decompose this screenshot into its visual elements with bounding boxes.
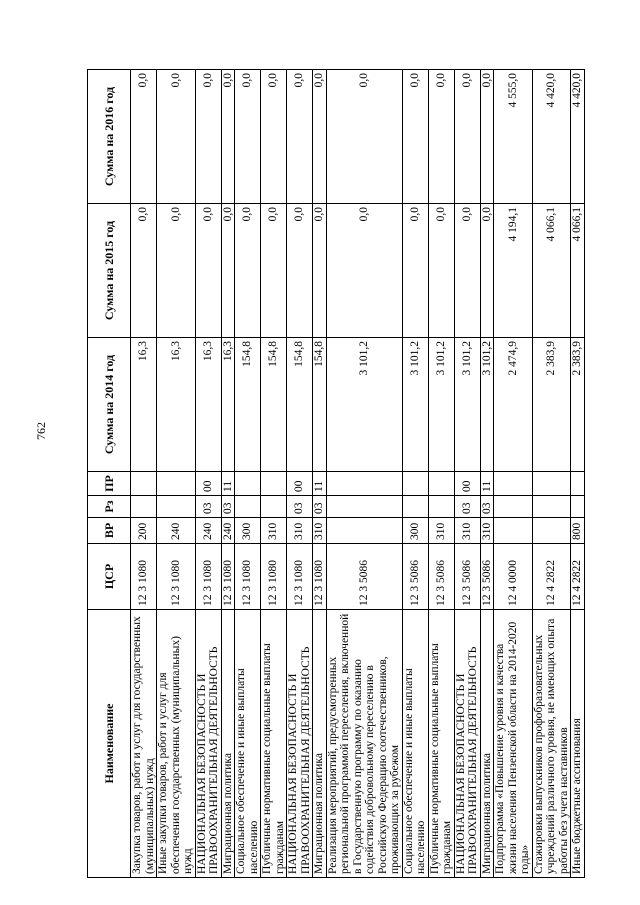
- row-vr: 200: [131, 518, 157, 544]
- row-sum-2014: 3 101,2: [480, 338, 494, 472]
- row-name: Миграционная политика: [480, 610, 494, 878]
- row-pr: 00: [287, 472, 313, 496]
- row-sum-2015: 0,0: [131, 204, 157, 338]
- row-csr: 12 3 5086: [428, 544, 454, 610]
- header-sum-2016: Сумма на 2016 год: [88, 70, 131, 204]
- table-body: [131, 70, 585, 878]
- table-header-row: [88, 70, 131, 878]
- row-rz: [131, 496, 157, 518]
- row-vr: 240: [157, 518, 196, 544]
- row-sum-2014: 16,3: [157, 338, 196, 472]
- header-name: Наименование: [88, 610, 131, 878]
- row-csr: 12 3 1080: [195, 544, 221, 610]
- row-sum-2015: 4 066,1: [532, 204, 571, 338]
- row-pr: 00: [195, 472, 221, 496]
- row-name: Миграционная политика: [313, 610, 327, 878]
- row-sum-2015: 4 194,1: [494, 204, 533, 338]
- row-pr: [532, 472, 571, 496]
- header-pr: ПР: [88, 472, 131, 496]
- row-rz: 03: [287, 496, 313, 518]
- row-sum-2014: 3 101,2: [454, 338, 480, 472]
- table-row: [454, 70, 480, 878]
- row-name: НАЦИОНАЛЬНАЯ БЕЗОПАСНОСТЬ И ПРАВООХРАНИТЕЛЬНАЯ ДЕЯТЕЛЬНОСТЬ: [287, 610, 313, 878]
- row-sum-2014: 3 101,2: [326, 338, 402, 472]
- row-sum-2016: 0,0: [235, 70, 261, 204]
- row-sum-2014: 2 383,9: [571, 338, 585, 472]
- row-pr: [131, 472, 157, 496]
- table-row: [221, 70, 235, 878]
- row-name: Реализация мероприятий, предусмотренных региональной программой переселения, включенной в Государственную программу по оказанию содействия добровольному переселению в Российскую Федерацию соотечественников, проживающих за рубежом: [326, 610, 402, 878]
- header-vr: ВР: [88, 518, 131, 544]
- page-number: 762: [34, 422, 48, 440]
- row-name: Стажировки выпускников профобразовательных учреждений различного уровня, не имеющих опыта работы без учета наставников: [532, 610, 571, 878]
- row-name: Закупка товаров, работ и услуг для государственных (муниципальных) нужд: [131, 610, 157, 878]
- row-sum-2015: 0,0: [261, 204, 287, 338]
- header-sum-2014: Сумма на 2014 год: [88, 338, 131, 472]
- row-sum-2016: 0,0: [157, 70, 196, 204]
- table-row: [571, 70, 585, 878]
- row-rz: [235, 496, 261, 518]
- row-sum-2016: 0,0: [428, 70, 454, 204]
- row-pr: 11: [221, 472, 235, 496]
- header-rz: Рз: [88, 496, 131, 518]
- table-row: [235, 70, 261, 878]
- row-sum-2016: 0,0: [402, 70, 428, 204]
- row-pr: [261, 472, 287, 496]
- row-sum-2015: 0,0: [454, 204, 480, 338]
- row-csr: 12 4 2822: [532, 544, 571, 610]
- row-vr: 300: [402, 518, 428, 544]
- row-csr: 12 3 1080: [221, 544, 235, 610]
- row-rz: [157, 496, 196, 518]
- row-csr: 12 4 2822: [571, 544, 585, 610]
- table-row: [195, 70, 221, 878]
- row-sum-2016: 0,0: [195, 70, 221, 204]
- row-name: Публичные нормативные социальные выплаты гражданам: [428, 610, 454, 878]
- row-rz: 03: [221, 496, 235, 518]
- row-rz: 03: [313, 496, 327, 518]
- row-rz: [532, 496, 571, 518]
- row-rz: 03: [195, 496, 221, 518]
- row-sum-2015: 0,0: [235, 204, 261, 338]
- row-sum-2014: 2 383,9: [532, 338, 571, 472]
- header-sum-2015: Сумма на 2015 год: [88, 204, 131, 338]
- row-csr: 12 3 5086: [402, 544, 428, 610]
- row-name: Миграционная политика: [221, 610, 235, 878]
- row-sum-2016: 0,0: [313, 70, 327, 204]
- row-sum-2014: 16,3: [221, 338, 235, 472]
- row-rz: [261, 496, 287, 518]
- row-pr: 11: [313, 472, 327, 496]
- row-csr: 12 3 5086: [480, 544, 494, 610]
- row-pr: [402, 472, 428, 496]
- row-vr: 310: [428, 518, 454, 544]
- row-vr: 310: [480, 518, 494, 544]
- row-sum-2016: 4 420,0: [571, 70, 585, 204]
- table-row: [287, 70, 313, 878]
- row-rz: [402, 496, 428, 518]
- row-name: Социальное обеспечение и иные выплаты населению: [402, 610, 428, 878]
- row-vr: 310: [287, 518, 313, 544]
- row-pr: [157, 472, 196, 496]
- table-row: [402, 70, 428, 878]
- table-row: [480, 70, 494, 878]
- table-row: [157, 70, 196, 878]
- row-sum-2016: 0,0: [261, 70, 287, 204]
- row-sum-2014: 16,3: [131, 338, 157, 472]
- row-sum-2016: 0,0: [287, 70, 313, 204]
- row-sum-2015: 0,0: [480, 204, 494, 338]
- row-vr: 310: [313, 518, 327, 544]
- rotated-table-container: [87, 70, 583, 878]
- row-pr: [428, 472, 454, 496]
- row-csr: 12 3 1080: [261, 544, 287, 610]
- row-sum-2015: 4 066,1: [571, 204, 585, 338]
- table-row: [131, 70, 157, 878]
- row-vr: [494, 518, 533, 544]
- row-csr: 12 3 1080: [235, 544, 261, 610]
- row-csr: 12 3 1080: [157, 544, 196, 610]
- row-sum-2016: 0,0: [131, 70, 157, 204]
- table-row: [494, 70, 533, 878]
- row-csr: 12 3 1080: [313, 544, 327, 610]
- row-csr: 12 3 5086: [454, 544, 480, 610]
- header-csr: ЦСР: [88, 544, 131, 610]
- row-sum-2014: 154,8: [287, 338, 313, 472]
- row-name: НАЦИОНАЛЬНАЯ БЕЗОПАСНОСТЬ И ПРАВООХРАНИТЕЛЬНАЯ ДЕЯТЕЛЬНОСТЬ: [454, 610, 480, 878]
- row-csr: 12 3 5086: [326, 544, 402, 610]
- row-rz: [494, 496, 533, 518]
- row-sum-2015: 0,0: [221, 204, 235, 338]
- row-csr: 12 3 1080: [287, 544, 313, 610]
- row-rz: [571, 496, 585, 518]
- row-vr: 240: [221, 518, 235, 544]
- row-sum-2015: 0,0: [428, 204, 454, 338]
- row-sum-2015: 0,0: [287, 204, 313, 338]
- row-sum-2015: 0,0: [157, 204, 196, 338]
- row-rz: [428, 496, 454, 518]
- row-sum-2016: 0,0: [326, 70, 402, 204]
- row-sum-2014: 154,8: [313, 338, 327, 472]
- budget-table: [87, 69, 585, 878]
- row-sum-2014: 3 101,2: [402, 338, 428, 472]
- row-rz: 03: [480, 496, 494, 518]
- table-row: [313, 70, 327, 878]
- table-row: [326, 70, 402, 878]
- row-vr: [326, 518, 402, 544]
- row-name: Иные бюджетные ассигнования: [571, 610, 585, 878]
- row-name: Подпрограмма «Повышение уровня и качества жизни населения Пензенской области на 2014-2020 годы»: [494, 610, 533, 878]
- row-pr: 00: [454, 472, 480, 496]
- row-name: Иные закупки товаров, работ и услуг для обеспечения государственных (муниципальных) нужд: [157, 610, 196, 878]
- row-pr: [571, 472, 585, 496]
- row-sum-2016: 4 420,0: [532, 70, 571, 204]
- row-rz: [326, 496, 402, 518]
- row-pr: 11: [480, 472, 494, 496]
- row-vr: 240: [195, 518, 221, 544]
- row-vr: 800: [571, 518, 585, 544]
- row-name: Публичные нормативные социальные выплаты гражданам: [261, 610, 287, 878]
- row-sum-2014: 154,8: [235, 338, 261, 472]
- row-pr: [494, 472, 533, 496]
- row-sum-2015: 0,0: [402, 204, 428, 338]
- row-vr: [532, 518, 571, 544]
- row-sum-2015: 0,0: [195, 204, 221, 338]
- row-sum-2016: 0,0: [454, 70, 480, 204]
- row-sum-2014: 3 101,2: [428, 338, 454, 472]
- row-pr: [326, 472, 402, 496]
- table-row: [532, 70, 571, 878]
- row-name: Социальное обеспечение и иные выплаты населению: [235, 610, 261, 878]
- row-vr: 300: [235, 518, 261, 544]
- row-sum-2016: 0,0: [480, 70, 494, 204]
- row-vr: 310: [454, 518, 480, 544]
- row-pr: [235, 472, 261, 496]
- row-sum-2016: 0,0: [221, 70, 235, 204]
- row-sum-2015: 0,0: [326, 204, 402, 338]
- row-sum-2014: 2 474,9: [494, 338, 533, 472]
- row-sum-2014: 154,8: [261, 338, 287, 472]
- row-csr: 12 3 1080: [131, 544, 157, 610]
- row-sum-2016: 4 555,0: [494, 70, 533, 204]
- row-sum-2014: 16,3: [195, 338, 221, 472]
- row-vr: 310: [261, 518, 287, 544]
- table-row: [261, 70, 287, 878]
- row-name: НАЦИОНАЛЬНАЯ БЕЗОПАСНОСТЬ И ПРАВООХРАНИТЕЛЬНАЯ ДЕЯТЕЛЬНОСТЬ: [195, 610, 221, 878]
- row-rz: 03: [454, 496, 480, 518]
- row-csr: 12 4 0000: [494, 544, 533, 610]
- row-sum-2015: 0,0: [313, 204, 327, 338]
- table-row: [428, 70, 454, 878]
